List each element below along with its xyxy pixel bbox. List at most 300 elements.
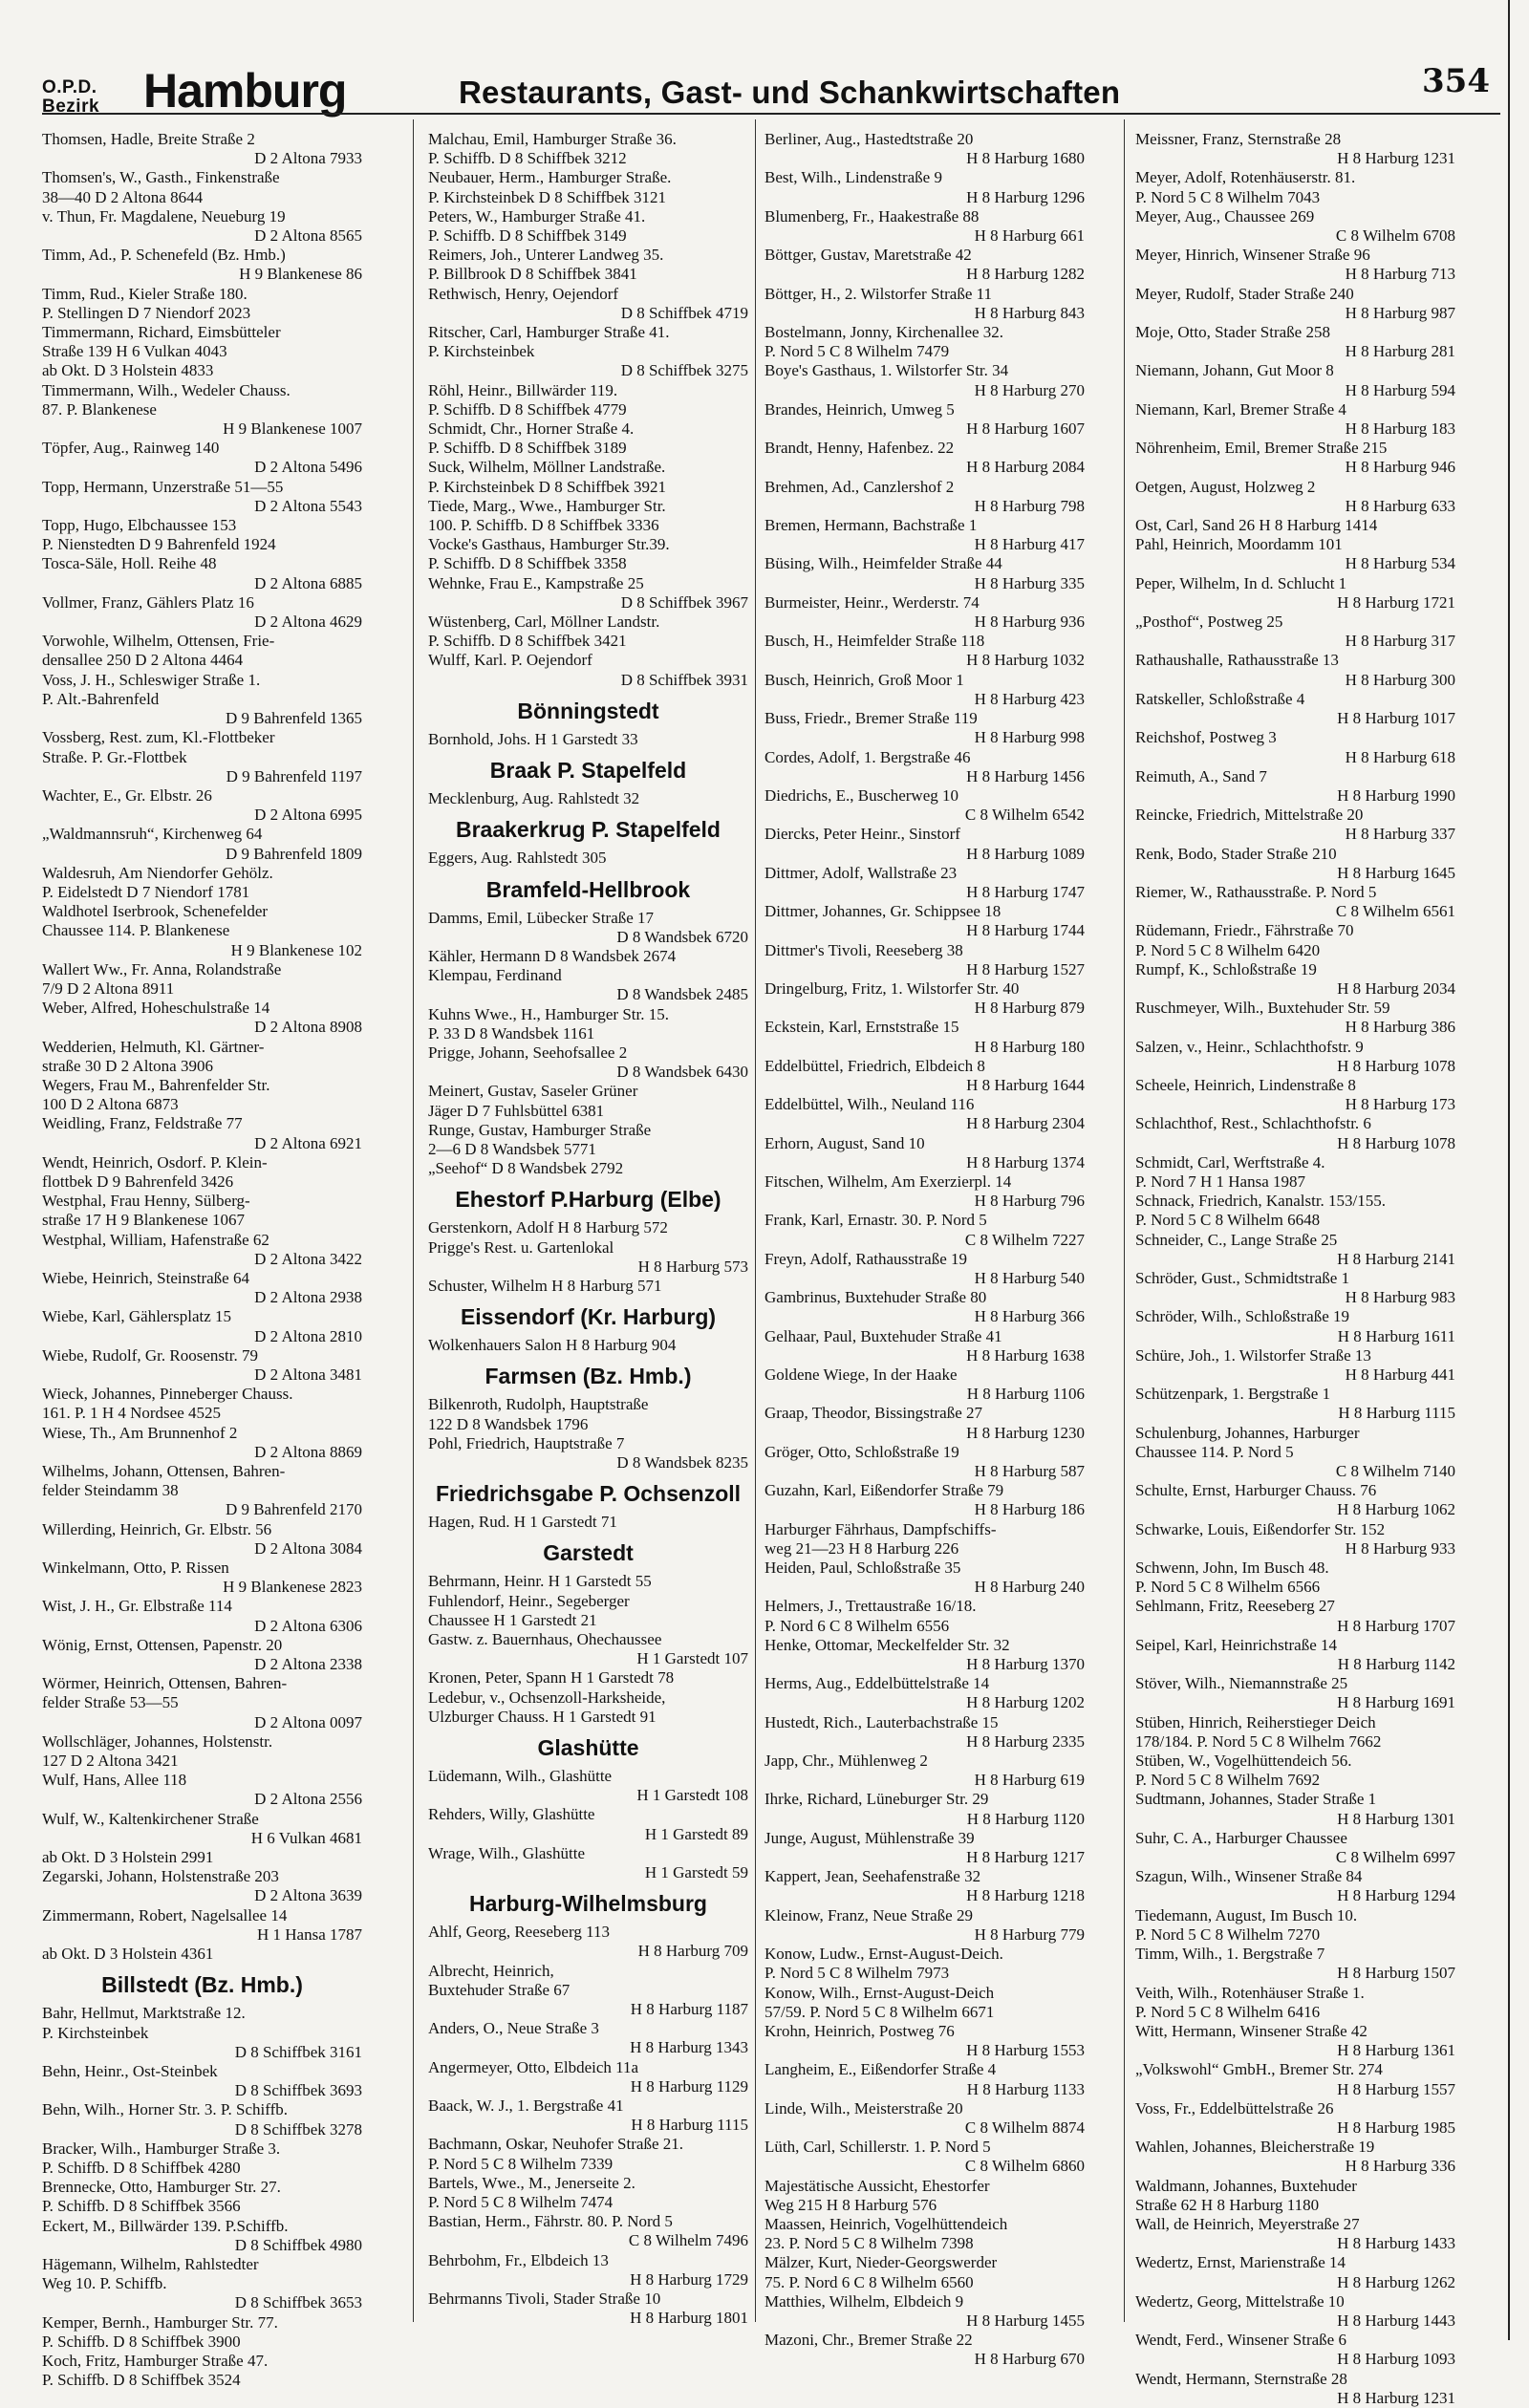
entry-line: Guzahn, Karl, Eißendorfer Straße 79: [764, 1481, 1004, 1500]
entry-line: Voss, Fr., Eddelbüttelstraße 26: [1135, 2098, 1334, 2118]
entry-line: Eddelbüttel, Wilh., Neuland 116: [764, 1095, 975, 1114]
entry-line: P. Nord 5 C 8 Wilhelm 7474: [428, 2193, 614, 2212]
entry-line: P. Kirchsteinbek D 8 Schiffbek 3921: [428, 477, 666, 496]
entry-line: D 2 Altona 3639: [254, 1886, 362, 1905]
entry-line: Westphal, William, Hafenstraße 62: [42, 1230, 269, 1249]
entry-line: H 8 Harburg 709: [637, 1942, 748, 1961]
entry-line: H 8 Harburg 173: [1345, 1095, 1455, 1114]
entry-line: Kronen, Peter, Spann H 1 Garstedt 78: [428, 1668, 675, 1688]
entry-line: Wieck, Johannes, Pinneberger Chauss.: [42, 1385, 293, 1404]
entry-line: H 8 Harburg 1507: [1337, 1964, 1455, 1983]
entry-line: straße 30 D 2 Altona 3906: [42, 1056, 213, 1075]
entry-line: Wönig, Ernst, Ottensen, Papenstr. 20: [42, 1635, 283, 1654]
entry-line: D 2 Altona 6306: [254, 1616, 362, 1635]
entry-line: Straße 139 H 6 Vulkan 4043: [42, 342, 227, 361]
entry-line: H 8 Harburg 798: [974, 496, 1085, 515]
entry-line: Wachter, E., Gr. Elbstr. 26: [42, 785, 212, 805]
entry-line: Chaussee 114. P. Nord 5: [1135, 1442, 1294, 1461]
place-heading: Bramfeld-Hellbrook: [485, 876, 691, 902]
entry-line: D 2 Altona 4629: [254, 613, 362, 632]
entry-line: Wendt, Ferd., Winsener Straße 6: [1135, 2331, 1346, 2350]
entry-line: H 8 Harburg 987: [1345, 303, 1455, 322]
entry-line: Hägemann, Wilhelm, Rahlstedter: [42, 2254, 259, 2273]
entry-line: H 8 Harburg 1744: [966, 921, 1085, 940]
entry-line: H 8 Harburg 336: [1345, 2157, 1455, 2176]
entry-line: 100. P. Schiffb. D 8 Schiffbek 3336: [428, 516, 659, 535]
entry-line: H 8 Harburg 1115: [631, 2116, 748, 2135]
entry-line: 122 D 8 Wandsbek 1796: [428, 1414, 589, 1433]
entry-line: H 8 Harburg 1078: [1337, 1133, 1455, 1152]
place-heading: Farmsen (Bz. Hmb.): [485, 1364, 692, 1389]
entry-line: H 8 Harburg 796: [974, 1192, 1085, 1211]
entry-line: H 8 Harburg 1361: [1337, 2041, 1455, 2060]
entry-line: Brandt, Henny, Hafenbez. 22: [764, 439, 955, 458]
entry-line: H 8 Harburg 1294: [1337, 1886, 1455, 1905]
directory-column-1: [42, 130, 362, 2390]
entry-line: Vossberg, Rest. zum, Kl.-Flottbeker: [42, 728, 275, 747]
entry-line: Oetgen, August, Holzweg 2: [1135, 477, 1316, 496]
entry-line: Bracker, Wilh., Hamburger Straße 3.: [42, 2139, 281, 2158]
entry-line: H 8 Harburg 2304: [966, 1114, 1085, 1133]
entry-line: H 8 Harburg 1990: [1337, 785, 1455, 805]
entry-line: Herms, Aug., Eddelbüttelstraße 14: [764, 1674, 990, 1693]
entry-line: Peters, W., Hamburger Straße 41.: [428, 206, 646, 226]
entry-line: Behrbohm, Fr., Elbdeich 13: [428, 2250, 609, 2269]
entry-line: D 8 Schiffbek 3275: [620, 361, 748, 380]
entry-line: weg 21—23 H 8 Harburg 226: [764, 1538, 959, 1558]
column-divider: [413, 119, 414, 2322]
entry-line: Rethwisch, Henry, Oejendorf: [428, 284, 619, 303]
entry-line: „Posthof“, Postweg 25: [1135, 613, 1283, 632]
entry-line: Dittmer's Tivoli, Reeseberg 38: [764, 940, 963, 959]
entry-line: „Waldmannsruh“, Kirchenweg 64: [42, 825, 263, 844]
entry-line: Vollmer, Franz, Gählers Platz 16: [42, 592, 254, 612]
entry-line: H 8 Harburg 1262: [1337, 2272, 1455, 2291]
entry-line: Schneider, C., Lange Straße 25: [1135, 1230, 1338, 1249]
entry-line: Wiebe, Rudolf, Gr. Roosenstr. 79: [42, 1345, 258, 1365]
entry-line: H 8 Harburg 270: [974, 380, 1085, 399]
entry-line: D 9 Bahrenfeld 1809: [225, 844, 362, 863]
entry-line: Tiedemann, August, Im Busch 10.: [1135, 1905, 1358, 1924]
entry-line: Timmermann, Wilh., Wedeler Chauss.: [42, 380, 291, 399]
entry-line: Meyer, Hinrich, Winsener Straße 96: [1135, 246, 1370, 265]
entry-line: Waldmann, Johannes, Buxtehuder: [1135, 2176, 1357, 2195]
entry-line: D 2 Altona 3422: [254, 1249, 362, 1268]
entry-line: Ritscher, Carl, Hamburger Straße 41.: [428, 323, 670, 342]
entry-line: Gelhaar, Paul, Buxtehuder Straße 41: [764, 1326, 1002, 1345]
entry-line: P. Schiffb. D 8 Schiffbek 3212: [428, 149, 627, 168]
entry-line: H 8 Harburg 1611: [1337, 1326, 1455, 1345]
entry-line: H 8 Harburg 1231: [1337, 149, 1455, 168]
entry-line: H 8 Harburg 1801: [630, 2309, 748, 2328]
entry-line: Behrmann, Heinr. H 1 Garstedt 55: [428, 1572, 652, 1591]
entry-line: Ratskeller, Schloßstraße 4: [1135, 689, 1305, 708]
entry-line: P. Nord 5 C 8 Wilhelm 6648: [1135, 1211, 1321, 1230]
entry-line: H 8 Harburg 618: [1345, 747, 1455, 766]
entry-line: Ruschmeyer, Wilh., Buxtehuder Str. 59: [1135, 999, 1390, 1018]
entry-line: Ahlf, Georg, Reeseberg 113: [428, 1923, 610, 1942]
entry-line: Meyer, Adolf, Rotenhäuserstr. 81.: [1135, 168, 1356, 187]
entry-line: Jäger D 7 Fuhlsbüttel 6381: [428, 1101, 605, 1120]
entry-line: H 8 Harburg 1217: [966, 1848, 1085, 1867]
entry-line: felder Straße 53—55: [42, 1693, 179, 1712]
entry-line: Meissner, Franz, Sternstraße 28: [1135, 130, 1342, 148]
entry-line: Wörmer, Heinrich, Ottensen, Bahren-: [42, 1674, 288, 1693]
entry-line: D 8 Wandsbek 8235: [616, 1452, 748, 1472]
entry-line: D 9 Bahrenfeld 2170: [225, 1500, 362, 1519]
header-rule: [42, 113, 1500, 115]
entry-line: Cordes, Adolf, 1. Bergstraße 46: [764, 747, 971, 766]
entry-line: 87. P. Blankenese: [42, 399, 157, 419]
entry-line: Schmidt, Chr., Horner Straße 4.: [428, 419, 635, 439]
entry-line: „Seehof“ D 8 Wandsbek 2792: [428, 1159, 624, 1178]
entry-line: H 8 Harburg 183: [1345, 419, 1455, 439]
entry-line: Wiebe, Karl, Gählersplatz 15: [42, 1307, 232, 1326]
entry-line: Heiden, Paul, Schloßstraße 35: [764, 1559, 961, 1578]
entry-line: Schmidt, Carl, Werftstraße 4.: [1135, 1152, 1325, 1172]
entry-line: H 8 Harburg 186: [974, 1500, 1085, 1519]
entry-line: Best, Wilh., Lindenstraße 9: [764, 168, 942, 187]
entry-line: Wegers, Frau M., Bahrenfelder Str.: [42, 1075, 270, 1094]
entry-line: Weidling, Franz, Feldstraße 77: [42, 1114, 243, 1133]
entry-line: H 9 Blankenese 102: [230, 940, 362, 959]
entry-line: Salzen, v., Heinr., Schlachthofstr. 9: [1135, 1037, 1364, 1056]
entry-line: 2—6 D 8 Wandsbek 5771: [428, 1139, 596, 1158]
entry-line: Wulf, Hans, Allee 118: [42, 1771, 187, 1790]
place-heading: Braak P. Stapelfeld: [489, 758, 687, 784]
entry-line: Reichshof, Postweg 3: [1135, 728, 1277, 747]
entry-line: Gerstenkorn, Adolf H 8 Harburg 572: [428, 1218, 668, 1237]
entry-line: Seipel, Karl, Heinrichstraße 14: [1135, 1635, 1338, 1654]
entry-line: D 9 Bahrenfeld 1365: [225, 709, 362, 728]
entry-line: Majestätische Aussicht, Ehestorfer: [764, 2176, 990, 2195]
entry-line: Suhr, C. A., Harburger Chaussee: [1135, 1828, 1347, 1847]
entry-line: Mälzer, Kurt, Nieder-Georgswerder: [764, 2253, 998, 2272]
entry-line: Böttger, H., 2. Wilstorfer Straße 11: [764, 284, 993, 303]
entry-line: D 2 Altona 3084: [254, 1538, 362, 1558]
entry-line: P. Nord 5 C 8 Wilhelm 6420: [1135, 940, 1321, 959]
entry-line: Langheim, E., Eißendorfer Straße 4: [764, 2060, 997, 2079]
entry-line: H 8 Harburg 2335: [966, 1731, 1085, 1751]
entry-line: „Volkswohl“ GmbH., Bremer Str. 274: [1135, 2060, 1383, 2079]
entry-line: Scheele, Heinrich, Lindenstraße 8: [1135, 1075, 1356, 1094]
entry-line: 57/59. P. Nord 5 C 8 Wilhelm 6671: [764, 2002, 995, 2021]
entry-line: H 8 Harburg 534: [1345, 554, 1455, 573]
entry-line: Lüth, Carl, Schillerstr. 1. P. Nord 5: [764, 2138, 991, 2157]
entry-line: Buss, Friedr., Bremer Straße 119: [764, 709, 978, 728]
entry-line: P. Nord 5 C 8 Wilhelm 6566: [1135, 1578, 1321, 1597]
entry-line: Frank, Karl, Ernastr. 30. P. Nord 5: [764, 1211, 987, 1230]
entry-line: H 8 Harburg 936: [974, 613, 1085, 632]
entry-line: Bilkenroth, Rudolph, Hauptstraße: [428, 1395, 649, 1414]
entry-line: straße 17 H 9 Blankenese 1067: [42, 1211, 245, 1230]
entry-line: H 8 Harburg 1644: [966, 1075, 1085, 1094]
entry-line: D 8 Wandsbek 6430: [616, 1063, 748, 1082]
entry-line: H 8 Harburg 1721: [1337, 592, 1455, 612]
entry-line: Krohn, Heinrich, Postweg 76: [764, 2021, 955, 2040]
entry-line: H 9 Blankenese 1007: [223, 419, 362, 439]
entry-line: C 8 Wilhelm 6860: [964, 2157, 1085, 2176]
entry-line: Zegarski, Johann, Holstenstraße 203: [42, 1867, 279, 1886]
entry-line: H 8 Harburg 1282: [966, 265, 1085, 284]
entry-line: H 1 Garstedt 107: [636, 1649, 748, 1668]
entry-line: Junge, August, Mühlenstraße 39: [764, 1828, 975, 1847]
entry-line: D 2 Altona 2338: [254, 1655, 362, 1674]
entry-line: Szagun, Wilh., Winsener Straße 84: [1135, 1867, 1363, 1886]
entry-line: H 8 Harburg 879: [974, 999, 1085, 1018]
entry-line: Niemann, Johann, Gut Moor 8: [1135, 361, 1334, 380]
entry-line: Weg 215 H 8 Harburg 576: [764, 2195, 937, 2214]
entry-line: P. Schiffb. D 8 Schiffbek 3524: [42, 2371, 241, 2390]
entry-line: H 8 Harburg 1691: [1337, 1693, 1455, 1712]
entry-line: P. Schiffb. D 8 Schiffbek 3900: [42, 2332, 241, 2351]
entry-line: P. Kirchsteinbek D 8 Schiffbek 3121: [428, 187, 666, 206]
entry-line: Voss, J. H., Schleswiger Straße 1.: [42, 670, 261, 689]
entry-line: Wedertz, Georg, Mittelstraße 10: [1135, 2291, 1345, 2311]
entry-line: P. Nord 5 C 8 Wilhelm 7692: [1135, 1771, 1321, 1790]
entry-line: Wehnke, Frau E., Kampstraße 25: [428, 573, 644, 592]
entry-line: Witt, Hermann, Winsener Straße 42: [1135, 2021, 1367, 2040]
entry-line: Burmeister, Heinr., Werderstr. 74: [764, 592, 980, 612]
entry-line: H 8 Harburg 366: [974, 1307, 1085, 1326]
entry-line: Sudtmann, Johannes, Stader Straße 1: [1135, 1790, 1377, 1809]
entry-line: Bahr, Hellmut, Marktstraße 12.: [42, 2004, 246, 2023]
entry-line: Niemann, Karl, Bremer Straße 4: [1135, 399, 1346, 419]
entry-line: H 8 Harburg 1230: [966, 1423, 1085, 1442]
entry-line: Wendt, Hermann, Sternstraße 28: [1135, 2369, 1347, 2388]
entry-line: H 8 Harburg 441: [1345, 1365, 1455, 1384]
entry-line: H 8 Harburg 661: [974, 226, 1085, 246]
entry-line: H 8 Harburg 1553: [966, 2041, 1085, 2060]
entry-line: Prigge, Johann, Seehofsallee 2: [428, 1043, 628, 1062]
entry-line: H 8 Harburg 2141: [1337, 1249, 1455, 1268]
place-heading: Eissendorf (Kr. Harburg): [460, 1304, 717, 1330]
entry-line: Weber, Alfred, Hoheschulstraße 14: [42, 999, 270, 1018]
entry-line: Thomsen, Hadle, Breite Straße 2: [42, 130, 255, 148]
entry-line: H 8 Harburg 594: [1345, 380, 1455, 399]
entry-line: Nöhrenheim, Emil, Bremer Straße 215: [1135, 439, 1388, 458]
entry-line: Wolkenhauers Salon H 8 Harburg 904: [428, 1336, 677, 1355]
entry-line: D 9 Bahrenfeld 1197: [226, 766, 362, 785]
entry-line: H 1 Hansa 1787: [256, 1924, 362, 1944]
entry-line: H 8 Harburg 540: [974, 1268, 1085, 1287]
entry-line: H 8 Harburg 300: [1345, 670, 1455, 689]
entry-line: H 8 Harburg 337: [1345, 825, 1455, 844]
entry-line: Ost, Carl, Sand 26 H 8 Harburg 1414: [1135, 516, 1378, 535]
entry-line: Wollschläger, Johannes, Holstenstr.: [42, 1731, 273, 1751]
entry-line: Waldhotel Iserbrook, Schenefelder: [42, 902, 269, 921]
entry-line: H 8 Harburg 713: [1345, 265, 1455, 284]
entry-line: Busch, H., Heimfelder Straße 118: [764, 632, 985, 651]
entry-line: Buxtehuder Straße 67: [428, 1980, 571, 1999]
entry-line: Timm, Rud., Kieler Straße 180.: [42, 284, 248, 303]
entry-line: H 8 Harburg 417: [974, 535, 1085, 554]
entry-line: Eckstein, Karl, Ernststraße 15: [764, 1018, 959, 1037]
entry-line: H 8 Harburg 1301: [1337, 1809, 1455, 1828]
entry-line: Chaussee H 1 Garstedt 21: [428, 1610, 597, 1629]
entry-line: Dringelburg, Fritz, 1. Wilstorfer Str. 40: [764, 978, 1020, 998]
entry-line: Goldene Wiege, In der Haake: [764, 1365, 958, 1384]
entry-line: Timm, Ad., P. Schenefeld (Bz. Hmb.): [42, 246, 286, 265]
place-heading: Garstedt: [543, 1540, 634, 1566]
entry-line: H 8 Harburg 1133: [966, 2079, 1085, 2098]
entry-line: P. Schiffb. D 8 Schiffbek 3149: [428, 226, 627, 246]
entry-line: D 8 Wandsbek 2485: [616, 985, 748, 1004]
page-header: [0, 0, 1529, 118]
entry-line: H 8 Harburg 1433: [1337, 2234, 1455, 2253]
entry-line: H 8 Harburg 1443: [1337, 2311, 1455, 2330]
entry-line: D 8 Schiffbek 3693: [234, 2081, 362, 2100]
entry-line: H 8 Harburg 1078: [1337, 1056, 1455, 1075]
entry-line: Rumpf, K., Schloßstraße 19: [1135, 959, 1317, 978]
entry-line: Schuster, Wilhelm H 8 Harburg 571: [428, 1276, 662, 1295]
entry-line: Bartels, Wwe., M., Jenerseite 2.: [428, 2173, 635, 2192]
entry-line: Maassen, Heinrich, Vogelhüttendeich: [764, 2214, 1008, 2233]
entry-line: C 8 Wilhelm 6997: [1335, 1848, 1455, 1867]
entry-line: P. Schiffb. D 8 Schiffbek 4779: [428, 399, 627, 419]
entry-line: H 8 Harburg 1093: [1337, 2350, 1455, 2369]
entry-line: H 8 Harburg 1115: [1338, 1404, 1455, 1423]
page-number: 354: [1422, 62, 1490, 100]
entry-line: H 8 Harburg 1747: [966, 882, 1085, 901]
entry-line: Kleinow, Franz, Neue Straße 29: [764, 1905, 973, 1924]
entry-line: P. Schiffb. D 8 Schiffbek 3358: [428, 554, 627, 573]
entry-line: Dittmer, Johannes, Gr. Schippsee 18: [764, 902, 1001, 921]
entry-line: Gastw. z. Bauernhaus, Ohechaussee: [428, 1629, 662, 1648]
page-edge-rule: [1508, 0, 1510, 2340]
entry-line: H 9 Blankenese 86: [239, 265, 362, 284]
entry-line: H 8 Harburg 1296: [966, 187, 1085, 206]
entry-line: Boye's Gasthaus, 1. Wilstorfer Str. 34: [764, 361, 1009, 380]
entry-line: Stüben, W., Vogelhüttendeich 56.: [1135, 1752, 1352, 1771]
entry-line: Wedderien, Helmuth, Kl. Gärtner-: [42, 1037, 265, 1056]
entry-line: Wall, de Heinrich, Meyerstraße 27: [1135, 2214, 1360, 2233]
entry-line: H 8 Harburg 1527: [966, 959, 1085, 978]
entry-line: H 6 Vulkan 4681: [250, 1828, 362, 1847]
entry-line: Mecklenburg, Aug. Rahlstedt 32: [428, 789, 640, 808]
entry-line: Stüben, Hinrich, Reiherstieger Deich: [1135, 1712, 1376, 1731]
entry-line: Helmers, J., Trettaustraße 16/18.: [764, 1597, 977, 1616]
entry-line: Fitschen, Wilhelm, Am Exerzierpl. 14: [764, 1172, 1012, 1191]
entry-line: Willerding, Heinrich, Gr. Elbstr. 56: [42, 1519, 272, 1538]
entry-line: Klempau, Ferdinand: [428, 966, 562, 985]
entry-line: Thomsen's, W., Gasth., Finkenstraße: [42, 168, 280, 187]
entry-line: Neubauer, Herm., Hamburger Straße.: [428, 168, 672, 187]
entry-line: Topp, Hugo, Elbchaussee 153: [42, 516, 237, 535]
entry-line: D 2 Altona 0097: [254, 1712, 362, 1731]
entry-line: Behrmanns Tivoli, Stader Straße 10: [428, 2290, 661, 2309]
directory-column-2: [428, 130, 748, 2328]
entry-line: Sehlmann, Fritz, Reeseberg 27: [1135, 1597, 1335, 1616]
entry-line: H 8 Harburg 587: [974, 1462, 1085, 1481]
entry-line: Wulff, Karl. P. Oejendorf: [428, 651, 592, 670]
entry-line: P. Alt.-Bahrenfeld: [42, 689, 160, 708]
entry-line: Berliner, Aug., Hastedtstraße 20: [764, 130, 974, 148]
entry-line: H 8 Harburg 386: [1345, 1018, 1455, 1037]
section-title: Restaurants, Gast- und Schankwirtschaften: [459, 75, 1121, 110]
entry-line: P. Nord 5 C 8 Wilhelm 6416: [1135, 2002, 1321, 2021]
entry-line: Meinert, Gustav, Saseler Grüner: [428, 1082, 638, 1101]
entry-line: 127 D 2 Altona 3421: [42, 1752, 179, 1771]
entry-line: 100 D 2 Altona 6873: [42, 1095, 179, 1114]
entry-line: Schützenpark, 1. Bergstraße 1: [1135, 1385, 1331, 1404]
entry-line: Schulte, Ernst, Harburger Chauss. 76: [1135, 1481, 1377, 1500]
entry-line: D 8 Wandsbek 6720: [616, 927, 748, 946]
entry-line: Suck, Wilhelm, Möllner Landstraße.: [428, 458, 666, 477]
entry-line: H 8 Harburg 1187: [630, 2000, 748, 2019]
entry-line: C 8 Wilhelm 7140: [1335, 1462, 1455, 1481]
entry-line: v. Thun, Fr. Magdalene, Neueburg 19: [42, 206, 286, 226]
entry-line: D 2 Altona 6995: [254, 806, 362, 825]
entry-line: D 2 Altona 8565: [254, 226, 362, 246]
entry-line: Kuhns Wwe., H., Hamburger Str. 15.: [428, 1004, 669, 1023]
entry-line: Moje, Otto, Stader Straße 258: [1135, 323, 1330, 342]
entry-line: P. Schiffb. D 8 Schiffbek 3189: [428, 439, 627, 458]
entry-line: D 8 Schiffbek 3161: [234, 2042, 362, 2061]
entry-line: Koch, Fritz, Hamburger Straße 47.: [42, 2351, 269, 2370]
entry-line: C 8 Wilhelm 8874: [964, 2118, 1085, 2137]
entry-line: D 2 Altona 2810: [254, 1326, 362, 1345]
column-divider: [1124, 119, 1125, 2322]
entry-line: P. Kirchsteinbek: [42, 2023, 149, 2042]
entry-line: D 2 Altona 3481: [254, 1365, 362, 1384]
entry-line: D 8 Schiffbek 3653: [234, 2293, 362, 2312]
entry-line: P. Schiffb. D 8 Schiffbek 3421: [428, 632, 627, 651]
entry-line: Wrage, Wilh., Glashütte: [428, 1843, 586, 1862]
entry-line: Lüdemann, Wilh., Glashütte: [428, 1767, 613, 1785]
entry-line: 23. P. Nord 5 C 8 Wilhelm 7398: [764, 2234, 974, 2253]
entry-line: Damms, Emil, Lübecker Straße 17: [428, 908, 655, 927]
entry-line: Schröder, Wilh., Schloßstraße 19: [1135, 1307, 1350, 1326]
entry-line: Diercks, Peter Heinr., Sinstorf: [764, 825, 960, 844]
entry-line: Renk, Bodo, Stader Straße 210: [1135, 844, 1337, 863]
entry-line: Freyn, Adolf, Rathausstraße 19: [764, 1249, 967, 1268]
entry-line: Weg 10. P. Schiffb.: [42, 2274, 167, 2293]
entry-line: Büsing, Wilh., Heimfelder Straße 44: [764, 554, 1002, 573]
entry-line: H 8 Harburg 317: [1345, 632, 1455, 651]
entry-line: P. Nord 6 C 8 Wilhelm 6556: [764, 1616, 950, 1635]
city-title: Hamburg: [143, 64, 347, 118]
entry-line: Schlachthof, Rest., Schlachthofstr. 6: [1135, 1114, 1371, 1133]
entry-line: Graap, Theodor, Bissingstraße 27: [764, 1404, 982, 1423]
entry-line: Ihrke, Richard, Lüneburger Str. 29: [764, 1790, 989, 1809]
entry-line: Mazoni, Chr., Bremer Straße 22: [764, 2331, 973, 2350]
entry-line: H 8 Harburg 1202: [966, 1693, 1085, 1712]
entry-line: Fuhlendorf, Heinr., Segeberger: [428, 1591, 630, 1610]
entry-line: Kähler, Hermann D 8 Wandsbek 2674: [428, 946, 677, 965]
entry-line: Japp, Chr., Mühlenweg 2: [764, 1752, 928, 1771]
place-heading: Billstedt (Bz. Hmb.): [101, 1972, 303, 1998]
entry-line: Bachmann, Oskar, Neuhofer Straße 21.: [428, 2135, 683, 2154]
entry-line: Eggers, Aug. Rahlstedt 305: [428, 849, 607, 868]
entry-line: Hustedt, Rich., Lauterbachstraße 15: [764, 1712, 999, 1731]
place-heading: Friedrichsgabe P. Ochsenzoll: [435, 1481, 742, 1507]
entry-line: Bastian, Herm., Fährstr. 80. P. Nord 5: [428, 2212, 673, 2231]
entry-line: Ulzburger Chauss. H 1 Garstedt 91: [428, 1707, 657, 1726]
entry-line: P. Nord 5 C 8 Wilhelm 7479: [764, 342, 950, 361]
entry-line: Schulenburg, Johannes, Harburger: [1135, 1423, 1360, 1442]
entry-line: H 8 Harburg 1218: [966, 1886, 1085, 1905]
entry-line: Wiese, Th., Am Brunnenhof 2: [42, 1423, 238, 1442]
entry-line: H 8 Harburg 779: [974, 1924, 1085, 1944]
entry-line: Prigge's Rest. u. Gartenlokal: [428, 1237, 614, 1257]
entry-line: P. Billbrook D 8 Schiffbek 3841: [428, 265, 637, 284]
entry-line: Wedertz, Ernst, Marienstraße 14: [1135, 2253, 1346, 2272]
entry-line: D 2 Altona 6885: [254, 573, 362, 592]
entry-line: Eckert, M., Billwärder 139. P.Schiffb.: [42, 2216, 289, 2235]
entry-line: P. Schiffb. D 8 Schiffbek 4280: [42, 2158, 241, 2177]
entry-line: P. Eidelstedt D 7 Niendorf 1781: [42, 882, 250, 901]
